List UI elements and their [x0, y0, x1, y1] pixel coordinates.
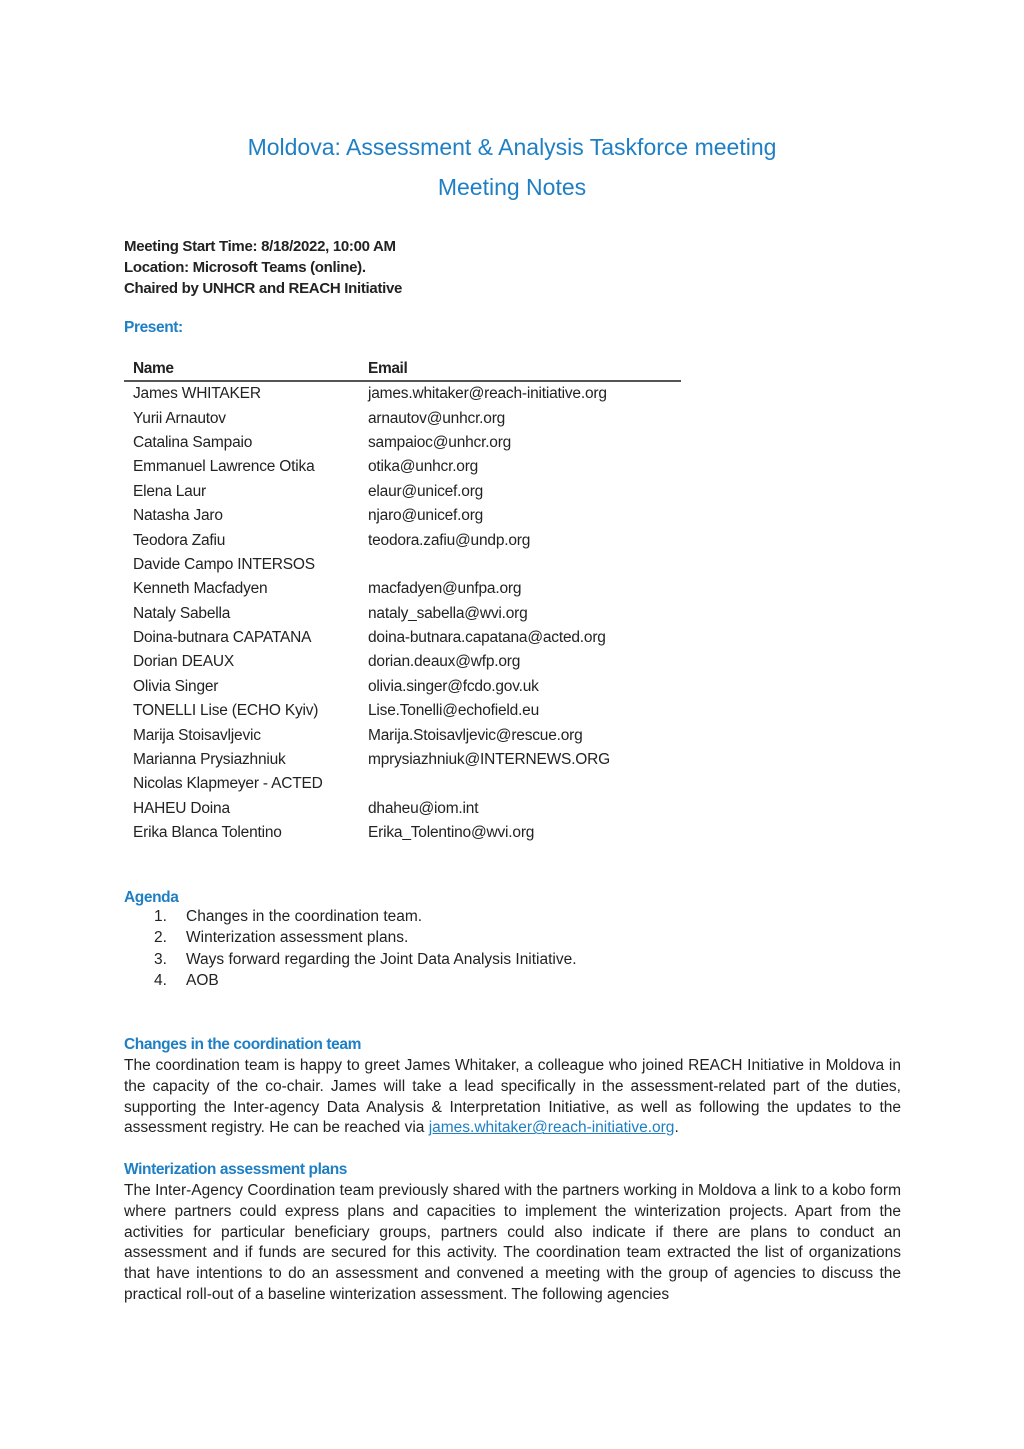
meeting-location: Location: Microsoft Teams (online). — [124, 259, 366, 276]
table-row — [124, 748, 681, 772]
agenda-item-text: Winterization assessment plans. — [186, 929, 409, 947]
agenda-item — [124, 906, 577, 927]
attendee-name: Nicolas Klapmeyer - ACTED — [133, 775, 323, 793]
table-row — [124, 772, 681, 796]
present-heading: Present: — [124, 319, 183, 336]
attendee-name: Teodora Zafiu — [133, 531, 226, 549]
attendee-name: TONELLI Lise (ECHO Kyiv) — [133, 702, 319, 720]
table-row — [124, 699, 681, 723]
table-row — [124, 381, 681, 406]
attendee-name: Emmanuel Lawrence Otika — [133, 458, 315, 476]
attendee-email: sampaioc@unhcr.org — [368, 433, 512, 451]
attendee-name: Catalina Sampaio — [133, 433, 253, 451]
table-row — [124, 480, 681, 504]
table-row — [124, 675, 681, 699]
table-row — [124, 626, 681, 650]
attendee-name: Kenneth Macfadyen — [133, 580, 268, 598]
attendee-name: Erika Blanca Tolentino — [133, 824, 282, 842]
agenda-heading: Agenda — [124, 889, 179, 906]
table-row — [124, 821, 681, 845]
attendee-email: dhaheu@iom.int — [368, 799, 479, 817]
table-row — [124, 431, 681, 455]
attendee-name: Davide Campo INTERSOS — [133, 555, 315, 573]
attendee-email — [359, 553, 681, 577]
agenda-item-text: Ways forward regarding the Joint Data Analysis Initiative. — [186, 950, 577, 968]
table-header-row — [124, 356, 681, 381]
attendee-name: Nataly Sabella — [133, 604, 231, 622]
table-row — [124, 650, 681, 674]
attendee-name: Doina-butnara CAPATANA — [133, 629, 312, 647]
meeting-start-time: Meeting Start Time: 8/18/2022, 10:00 AM — [124, 238, 396, 255]
attendee-email: Erika_Tolentino@wvi.org — [368, 824, 535, 842]
attendee-email: otika@unhcr.org — [368, 458, 479, 476]
changes-heading: Changes in the coordination team — [124, 1036, 361, 1053]
agenda-item-number: 1. — [154, 908, 167, 925]
attendee-email: doina-butnara.capatana@acted.org — [368, 629, 606, 647]
attendees-body — [124, 381, 681, 845]
changes-text: The coordination team is happy to greet James Whitaker, a colleague who joined REACH Initiative in Moldova in the capacity of the co-chair. James will take a lead specifically in the assessment-related part of the duties, supporting the Inter-agency Data Analysis & Interpretation Initiative, as well as following the updates to the assessment registry. He can be reached via — [124, 1057, 901, 1137]
attendee-email — [359, 772, 681, 796]
table-row — [124, 602, 681, 626]
winterization-heading: Winterization assessment plans — [124, 1161, 348, 1178]
attendee-name: Marija Stoisavljevic — [133, 726, 261, 744]
attendee-name: James WHITAKER — [133, 385, 261, 403]
attendee-name: Marianna Prysiazhniuk — [133, 751, 286, 769]
document-subtitle: Meeting Notes — [437, 174, 587, 200]
table-row — [124, 553, 681, 577]
column-header-email: Email — [359, 356, 681, 381]
meeting-chairs: Chaired by UNHCR and REACH Initiative — [124, 280, 403, 297]
attendee-email: mprysiazhniuk@INTERNEWS.ORG — [368, 751, 611, 769]
agenda-item-number: 2. — [154, 929, 167, 947]
attendee-email: elaur@unicef.org — [368, 482, 484, 500]
agenda-item — [124, 970, 577, 991]
attendee-name: Yurii Arnautov — [133, 409, 226, 427]
attendee-email: Marija.Stoisavljevic@rescue.org — [368, 726, 583, 744]
attendee-name: Elena Laur — [133, 482, 206, 500]
attendee-email: Lise.Tonelli@echofield.eu — [368, 702, 540, 720]
attendees-table — [124, 356, 681, 845]
attendee-name: Olivia Singer — [133, 677, 219, 695]
agenda-item — [124, 927, 577, 948]
document-title: Moldova: Assessment & Analysis Taskforce meeting — [247, 134, 777, 160]
email-link[interactable]: james.whitaker@reach-initiative.org — [428, 1119, 675, 1137]
attendee-email: nataly_sabella@wvi.org — [368, 604, 528, 622]
table-row — [124, 723, 681, 747]
winterization-paragraph: The Inter-Agency Coordination team previously shared with the partners working in Moldova a link to a kobo form where partners could express plans and capacities to implement the winterization projects. Apart from the activities for particular beneficiary groups, partners could also indicate if there are plans to conduct an assessment and if funds are secured for this activity. The coordination team extracted the list of organizations that have intentions to do an assessment and convened a meeting with the group of agencies to discuss the practical roll-out of a baseline winterization assessment. The following agencies — [124, 1182, 901, 1303]
table-row — [124, 528, 681, 552]
meeting-meta — [124, 236, 402, 299]
changes-end: . — [674, 1119, 679, 1137]
attendee-name: HAHEU Doina — [133, 799, 230, 817]
table-row — [124, 504, 681, 528]
agenda-list — [124, 906, 577, 991]
attendee-name: Natasha Jaro — [133, 507, 223, 525]
agenda-item-text: Changes in the coordination team. — [186, 908, 423, 925]
agenda-item-text: AOB — [186, 971, 219, 989]
table-row — [124, 797, 681, 821]
attendee-name: Dorian DEAUX — [133, 653, 234, 671]
changes-paragraph — [124, 1056, 901, 1139]
column-header-name: Name — [124, 356, 359, 381]
attendee-email: macfadyen@unfpa.org — [368, 580, 522, 598]
attendee-email: arnautov@unhcr.org — [368, 409, 506, 427]
table-row — [124, 406, 681, 430]
attendee-email: james.whitaker@reach-initiative.org — [368, 385, 607, 403]
agenda-item-number: 3. — [154, 950, 167, 968]
attendee-email: teodora.zafiu@undp.org — [368, 531, 531, 549]
attendee-email: njaro@unicef.org — [368, 507, 484, 525]
table-row — [124, 455, 681, 479]
attendee-email: olivia.singer@fcdo.gov.uk — [368, 677, 539, 695]
agenda-item — [124, 949, 577, 970]
attendee-email: dorian.deaux@wfp.org — [368, 653, 521, 671]
agenda-item-number: 4. — [154, 971, 167, 989]
table-row — [124, 577, 681, 601]
